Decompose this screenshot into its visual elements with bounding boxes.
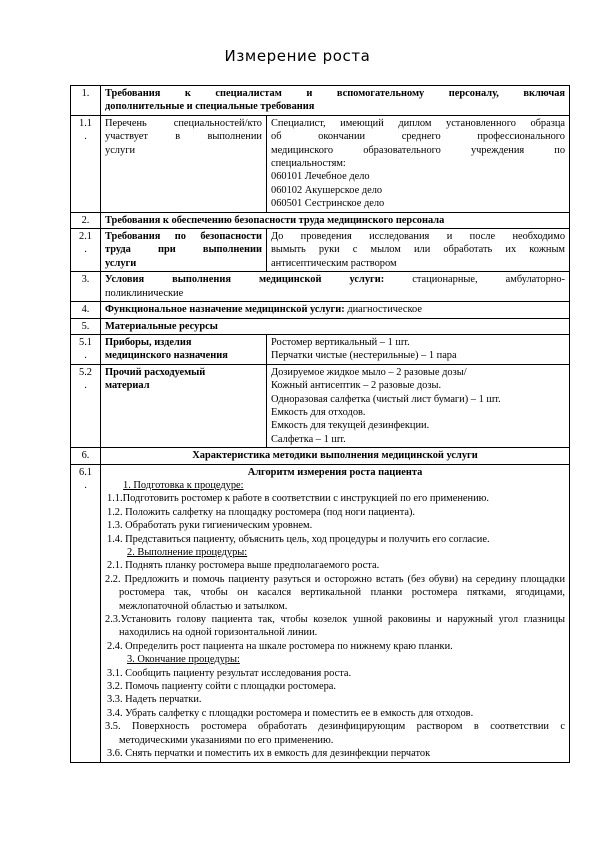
row-label: Требования по безопасности труда при выполнении услуги bbox=[101, 229, 267, 272]
section-heading: Материальные ресурсы bbox=[101, 318, 570, 334]
row-value: Ростомер вертикальный – 1 шт. Перчатки чистые (нестерильные) – 1 пара bbox=[267, 334, 570, 364]
section-heading: Функциональное назначение медицинской услуги: диагностическое bbox=[101, 302, 570, 318]
step-item: 2.3.Установить голову пациента так, чтобы козелок ушной раковины и наружный угол глазницы находились на одной горизонтальной линии. bbox=[105, 614, 566, 639]
table-row bbox=[71, 464, 570, 762]
step-item: 2.4. Определить рост пациента на шкале ростомера по нижнему краю планки. bbox=[107, 640, 453, 652]
section-heading: Характеристика методики выполнения медицинской услуги bbox=[101, 448, 570, 464]
section-heading: Требования к специалистам и вспомогательному персоналу, включая дополнительные и специальные требования bbox=[101, 86, 570, 116]
row-number: 5.1 . bbox=[71, 334, 101, 364]
table-row bbox=[71, 364, 570, 447]
algorithm-cell bbox=[101, 464, 570, 762]
row-number: 6.1 . bbox=[71, 464, 101, 762]
row-label: Перечень специальностей/кто участвует в выполнении услуги bbox=[101, 115, 267, 212]
row-number: 2.1 . bbox=[71, 229, 101, 272]
procedure-table bbox=[70, 85, 570, 763]
table-row bbox=[71, 448, 570, 464]
step-item: 1.1.Подготовить ростомер к работе в соответствии с инструкцией по его применению. bbox=[107, 493, 490, 505]
table-row bbox=[71, 86, 570, 116]
table-row bbox=[71, 318, 570, 334]
step-item: 1.4. Представиться пациенту, объяснить цель, ход процедуры и получить его согласие. bbox=[107, 533, 490, 545]
row-number: 3. bbox=[71, 272, 101, 302]
table-row bbox=[71, 229, 570, 272]
page-title: Измерение роста bbox=[224, 47, 371, 65]
step-item: 3.4. Убрать салфетку с площадки ростомера и поместить ее в емкость для отходов. bbox=[107, 707, 474, 719]
row-number: 4. bbox=[71, 302, 101, 318]
table-row bbox=[71, 212, 570, 228]
row-number: 1. bbox=[71, 86, 101, 116]
section-heading: Требования к обеспечению безопасности труда медицинского персонала bbox=[101, 212, 570, 228]
table-row bbox=[71, 334, 570, 364]
step-item: 3.1. Сообщить пациенту результат исследования роста. bbox=[107, 667, 352, 679]
algorithm-heading: Алгоритм измерения роста пациента bbox=[247, 466, 423, 478]
section-heading: Условия выполнения медицинской услуги: стационарные, амбулаторно- поликлинические bbox=[101, 272, 570, 302]
step-item: 2.2. Предложить и помочь пациенту разуться и осторожно встать (без обуви) на середину площадки ростомера так, чтобы он касался вертикальной планки ростомера пятками, ягодицами, межлопаточной областью и затылком. bbox=[105, 573, 566, 612]
row-label: Приборы, изделия медицинского назначения bbox=[101, 334, 267, 364]
step-heading: 3. Окончание процедуры: bbox=[127, 654, 240, 666]
step-item: 1.3. Обработать руки гигиеническим уровнем. bbox=[107, 520, 313, 532]
step-item: 1.2. Положить салфетку на площадку ростомера (под ноги пациента). bbox=[107, 506, 416, 518]
row-number: 6. bbox=[71, 448, 101, 464]
row-number: 2. bbox=[71, 212, 101, 228]
step-item: 3.6. Снять перчатки и поместить их в емкость для дезинфекции перчаток bbox=[107, 748, 431, 760]
step-heading: 2. Выполнение процедуры: bbox=[127, 547, 248, 558]
step-item: 3.2. Помочь пациенту сойти с площадки ростомера. bbox=[107, 681, 336, 693]
row-number: 5.2 . bbox=[71, 364, 101, 447]
row-number: 5. bbox=[71, 318, 101, 334]
row-value: Специалист, имеющий диплом установленного образца об окончании среднего профессионального медицинского образовательного учреждения по специальностям: 060101 Лечебное дело 060102 Акушерское дело 060501 Сестринское дело bbox=[267, 115, 570, 212]
step-item: 3.5. Поверхность ростомера обработать дезинфицирующим раствором в соответствии с методическими указаниями по его применению. bbox=[105, 721, 566, 746]
row-label: Прочий расходуемый материал bbox=[101, 364, 267, 447]
row-number: 1.1 . bbox=[71, 115, 101, 212]
row-value: Дозируемое жидкое мыло – 2 разовые дозы/ Кожный антисептик – 2 разовые дозы. Одноразовая салфетка (чистый лист бумаги) – 1 шт. Емкость для отходов. Емкость для текущей дезинфекции. Салфетка – 1 шт. bbox=[267, 364, 570, 447]
table-row bbox=[71, 302, 570, 318]
step-heading: 1. Подготовка к процедуре: bbox=[123, 479, 244, 491]
step-item: 3.3. Надеть перчатки. bbox=[107, 694, 202, 706]
row-value: До проведения исследования и после необходимо вымыть руки с мылом или обработать их кожным антисептическим раствором bbox=[267, 229, 570, 272]
table-row bbox=[71, 115, 570, 212]
table-row bbox=[71, 272, 570, 302]
step-item: 2.1. Поднять планку ростомера выше предполагаемого роста. bbox=[107, 560, 380, 572]
